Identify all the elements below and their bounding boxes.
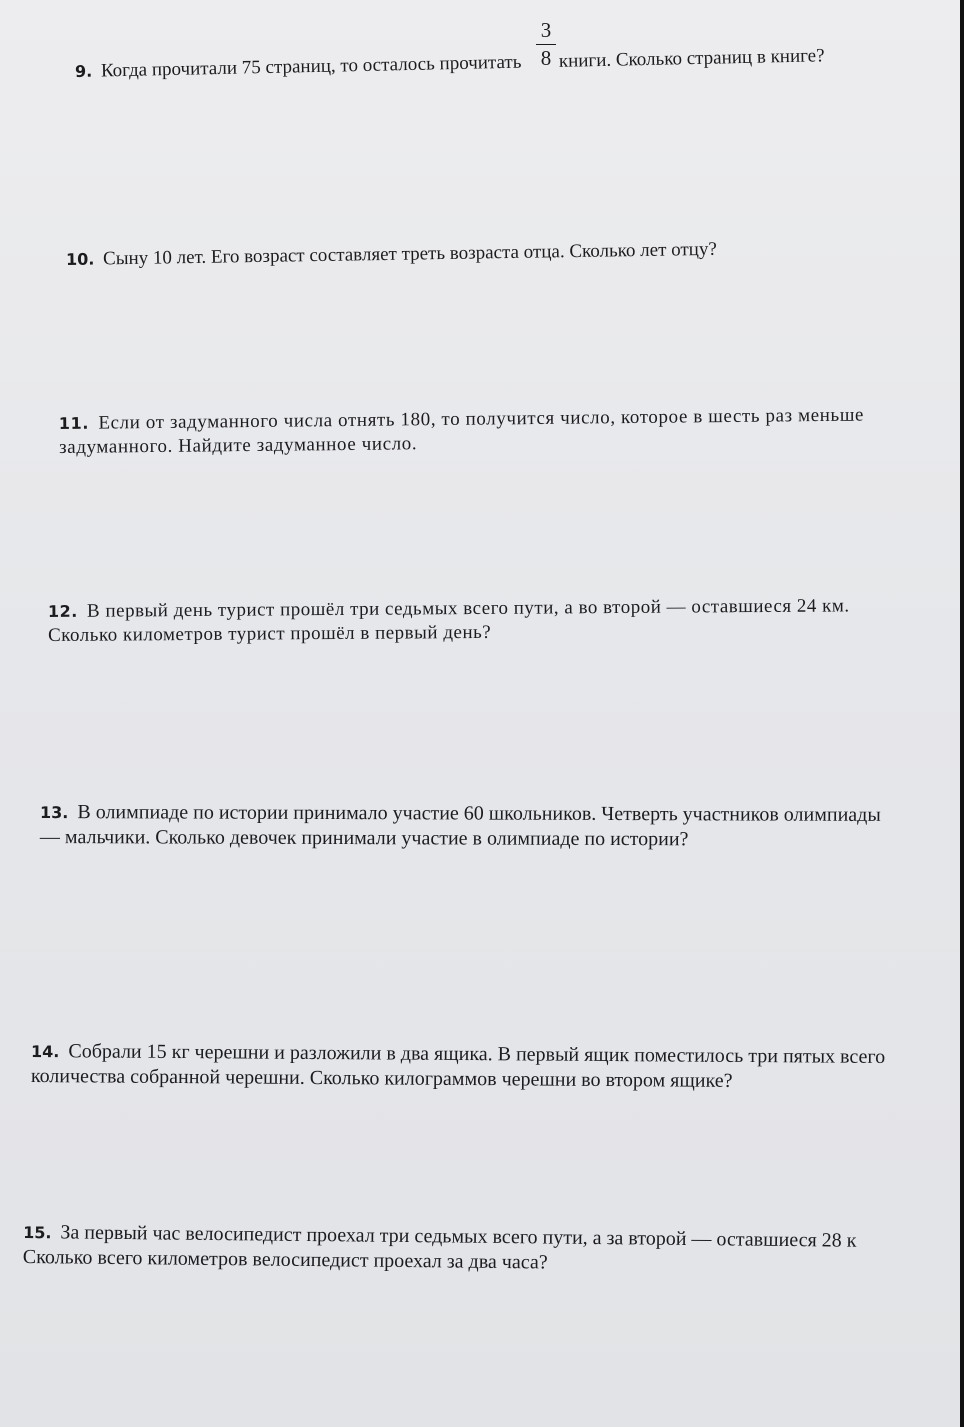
problem-number: 14. [31,1042,60,1062]
problem-text-line-2: Сколько километров турист прошёл в первый день? [48,621,492,646]
problem-number: 12. [47,601,78,622]
problem-number: 13. [40,803,69,823]
problem-13 [40,800,881,852]
problem-10 [66,238,717,272]
problem-text-before-fraction: Когда прочитали 75 страниц, то осталось прочитать [100,51,522,82]
problem-text-line-2: — мальчики. Сколько девочек принимали участие в олимпиаде по истории? [39,826,689,851]
problem-text-line-1: Собрали 15 кг черешни и разложили в два ящика. В первый ящик поместилось три пятых всего [68,1040,886,1068]
problem-9 [75,44,825,84]
problem-text-after-fraction: книги. Сколько страниц в книге? [558,45,825,72]
problem-number: 11. [58,413,90,434]
problem-15 [23,1220,857,1278]
problem-11 [59,404,865,460]
problem-text: Сыну 10 лет. Его возраст составляет треть возраста отца. Сколько лет отцу? [102,238,717,270]
fraction-denominator: 8 [540,46,552,70]
problem-text-line-2: количества собранной черешни. Сколько килограммов черешни во втором ящике? [30,1065,733,1092]
fraction-bar [536,44,556,45]
problem-text-line-2: Сколько всего километров велосипедист проехал за два часа? [22,1245,548,1274]
problem-number: 15. [23,1223,52,1243]
page-edge [960,0,964,1427]
problem-text-line-1: В первый день турист прошёл три седьмых всего пути, а во второй — оставшиеся 24 км. [86,595,850,622]
problem-text-line-2: задуманного. Найдите задуманное число. [59,433,418,458]
problem-14 [31,1039,885,1094]
fraction-numerator: 3 [540,18,552,42]
problem-12 [48,594,850,648]
problem-number: 9. [74,61,93,81]
problem-text-line-1: За первый час велосипедист проехал три седьмых всего пути, а за второй — оставшиеся 28 к [60,1221,857,1252]
problem-number: 10. [65,249,95,269]
problem-text-line-1: В олимпиаде по истории принимало участие 60 школьников. Четверть участников олимпиады [77,801,881,826]
problem-text-line-1: Если от задуманного числа отнять 180, то получится число, которое в шесть раз меньше [98,404,865,434]
